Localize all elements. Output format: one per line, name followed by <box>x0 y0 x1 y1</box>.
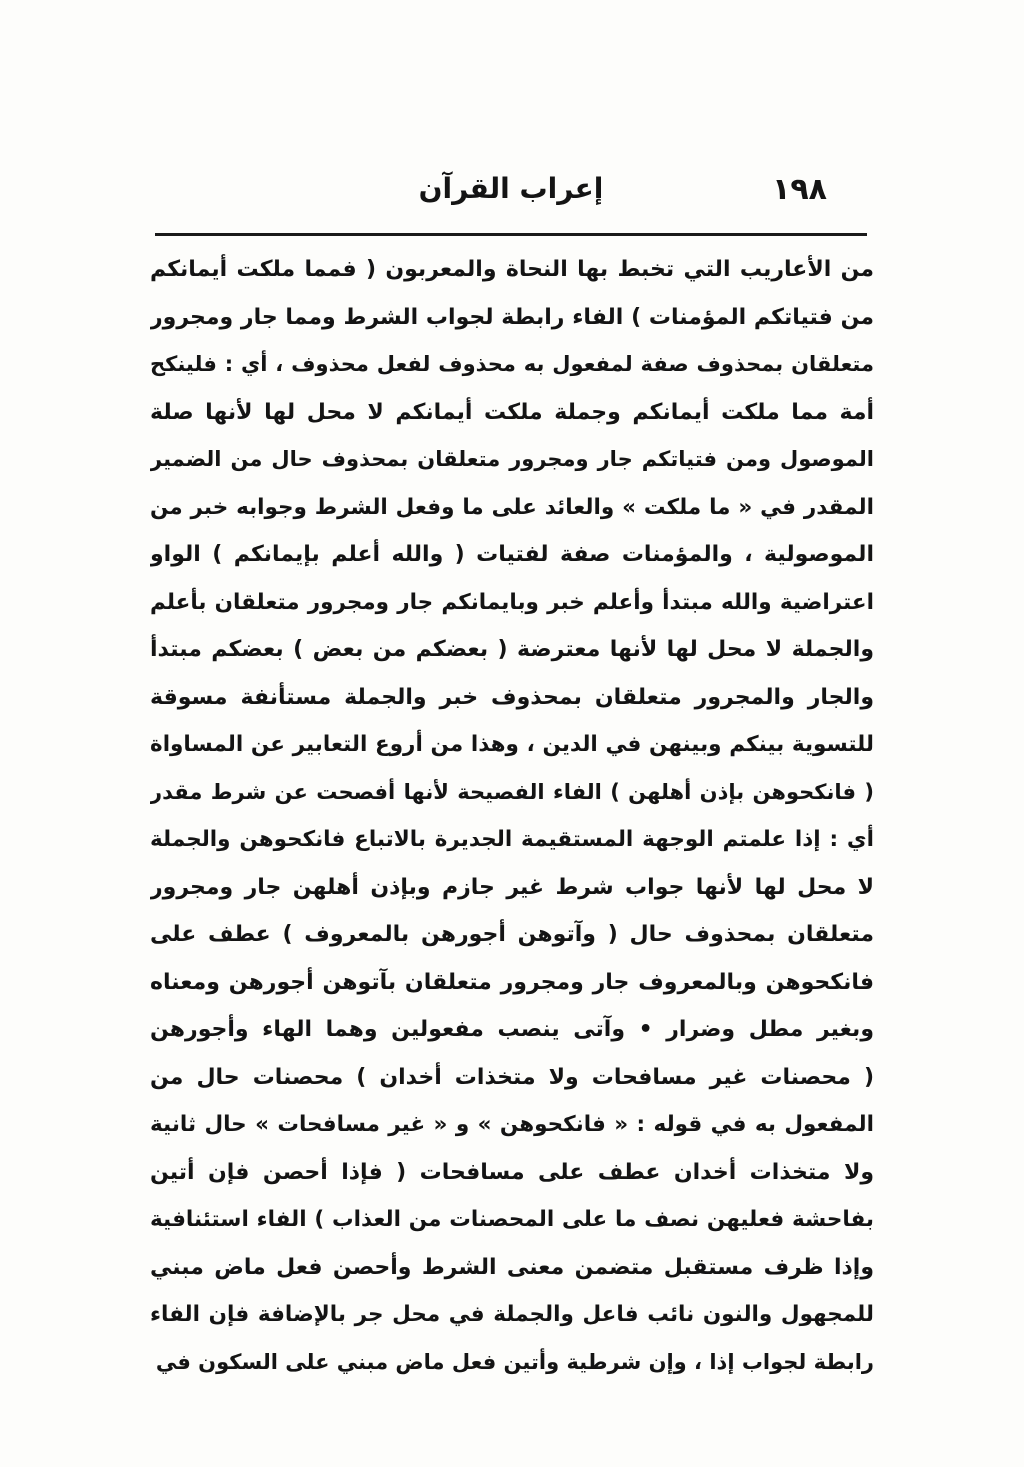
text-line: المقدر في « ما ملكت » والعائد على ما وفعل الشرط وجوابه خبر من <box>150 494 874 520</box>
text-line: من الأعاريب التي تخبط بها النحاة والمعربون ( فمما ملكت أيمانكم <box>150 257 874 282</box>
text-line: أمة مما ملكت أيمانكم وجملة ملكت أيمانكم لا محل لها لأنها صلة <box>150 399 874 425</box>
running-title: إعراب القرآن <box>418 172 604 205</box>
text-line: المفعول به في قوله : « فانكحوهن » و « غير مسافحات » حال ثانية <box>150 1112 874 1137</box>
body-text <box>150 246 874 1386</box>
text-line: لا محل لها لأنها جواب شرط غير جازم وبإذن أهلهن جار ومجرور <box>150 874 874 900</box>
header-rule <box>155 233 867 236</box>
text-line: والجملة لا محل لها لأنها معترضة ( بعضكم من بعض ) بعضكم مبتدأ <box>150 637 874 662</box>
text-line: وإذا ظرف مستقبل متضمن معنى الشرط وأحصن فعل ماض مبني <box>150 1254 874 1280</box>
text-line: للتسوية بينكم وبينهن في الدين ، وهذا من أروع التعابير عن المساواة <box>150 732 874 757</box>
text-line: ولا متخذات أخدان عطف على مسافحات ( فإذا أحصن فإن أتين <box>150 1159 874 1185</box>
text-line: والجار والمجرور متعلقان بمحذوف خبر والجملة مستأنفة مسوقة <box>150 684 874 710</box>
text-line: ( محصنات غير مسافحات ولا متخذات أخدان ) محصنات حال من <box>150 1064 874 1090</box>
text-line: أي : إذا علمتم الوجهة المستقيمة الجديرة بالاتباع فانكحوهن والجملة <box>150 827 874 852</box>
text-line: رابطة لجواب إذا ، وإن شرطية وأتين فعل ماض مبني على السكون في <box>155 1349 874 1374</box>
page-header <box>155 168 867 218</box>
text-line: للمجهول والنون نائب فاعل والجملة في محل جر بالإضافة فإن الفاء <box>150 1302 874 1327</box>
text-line: متعلقان بمحذوف صفة لمفعول به محذوف لفعل محذوف ، أي : فلينكح <box>150 352 874 376</box>
text-line: اعتراضية والله مبتدأ وأعلم خبر وبايمانكم جار ومجرور متعلقان بأعلم <box>150 589 874 615</box>
text-line: فانكحوهن وبالمعروف جار ومجرور متعلقان بآتوهن أجورهن ومعناه <box>150 969 874 995</box>
text-line: من فتياتكم المؤمنات ) الفاء رابطة لجواب الشرط ومما جار ومجرور <box>150 304 874 330</box>
text-line: الموصول ومن فتياتكم جار ومجرور متعلقان بمحذوف حال من الضمير <box>150 447 874 471</box>
text-line: متعلقان بمحذوف حال ( وآتوهن أجورهن بالمعروف ) عطف على <box>150 922 874 947</box>
text-line: ( فانكحوهن بإذن أهلهن ) الفاء الفصيحة لأنها أفصحت عن شرط مقدر <box>150 779 874 804</box>
page-number: ١٩٨ <box>772 172 827 207</box>
text-line: الموصولية ، والمؤمنات صفة لفتيات ( والله أعلم بإيمانكم ) الواو <box>150 542 874 567</box>
text-line: بفاحشة فعليهن نصف ما على المحصنات من العذاب ) الفاء استئنافية <box>150 1207 874 1232</box>
text-line: وبغير مطل وضرار • وآتى ينصب مفعولين وهما الهاء وأجورهن <box>150 1017 874 1042</box>
